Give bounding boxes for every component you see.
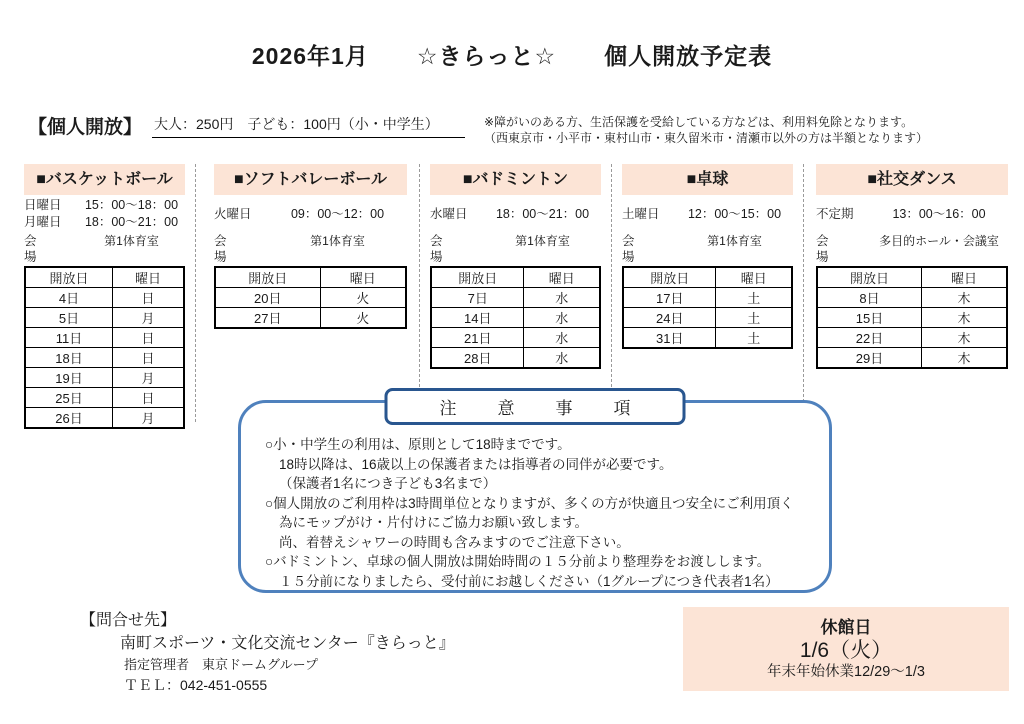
open-date-header: 開放日: [431, 267, 524, 288]
section-soft-volleyball: [196, 164, 420, 422]
venue-name: 第1体育室: [707, 234, 762, 248]
schedule-day: 水曜日: [430, 206, 468, 221]
open-date-cell: 27日: [215, 308, 320, 329]
venue-row: [24, 233, 185, 265]
venue-label: 会 場: [24, 234, 62, 264]
contact-facility-name: 南町スポーツ・文化交流センター『きらっと』: [120, 635, 455, 652]
open-date-header: 開放日: [25, 267, 112, 288]
table-row: [215, 308, 406, 329]
section-social-dance: [804, 164, 1012, 422]
venue-name: 第1体育室: [515, 234, 570, 248]
schedule-line: [430, 206, 601, 223]
section-basketball: [14, 164, 196, 426]
venue-name: 第1体育室: [310, 234, 365, 248]
table-header-row: [25, 267, 184, 288]
notes-title: 注 意 事 項: [385, 388, 686, 425]
table-row: [25, 368, 184, 388]
contact-label: 【問合せ先】: [80, 612, 177, 629]
open-days-table: [816, 266, 1008, 369]
open-date-cell: 19日: [25, 368, 112, 388]
weekday-cell: 火: [320, 288, 406, 308]
table-row: [623, 308, 792, 328]
open-date-header: 開放日: [817, 267, 922, 288]
section-title: ■社交ダンス: [816, 164, 1008, 195]
weekday-cell: 月: [112, 368, 184, 388]
venue-name: 多目的ホール・会議室: [879, 234, 999, 248]
section-schedule: [816, 195, 1008, 233]
weekday-cell: 木: [922, 288, 1008, 308]
venue-row: [622, 233, 793, 265]
schedule-time: 13：00〜16：00: [892, 206, 986, 221]
open-days-table: [24, 266, 185, 429]
table-row: [817, 288, 1007, 308]
open-days-table: [214, 266, 407, 329]
weekday-cell: 土: [716, 328, 792, 349]
exemption-note: [484, 114, 928, 146]
closed-days-title: 休館日: [820, 617, 872, 637]
section-title: ■バスケットボール: [24, 164, 185, 195]
open-date-cell: 11日: [25, 328, 112, 348]
section-schedule: [430, 195, 601, 233]
table-row: [817, 328, 1007, 348]
schedule-line: [24, 197, 185, 214]
closed-date: 1/6（火）: [799, 638, 893, 662]
table-header-row: [817, 267, 1007, 288]
venue-row: [816, 233, 1008, 265]
schedule-day: 月曜日: [24, 215, 62, 229]
schedule-day: 不定期: [816, 206, 854, 221]
weekday-header: 曜日: [524, 267, 600, 288]
open-date-cell: 24日: [623, 308, 716, 328]
schedule-line: [816, 206, 1008, 223]
open-days-table: [622, 266, 793, 349]
schedule-time: 15：00〜18：00: [84, 198, 179, 212]
weekday-cell: 水: [524, 308, 600, 328]
weekday-cell: 火: [320, 308, 406, 329]
admission-label: 【個人開放】: [28, 117, 143, 138]
contact-block: [80, 610, 455, 695]
schedule-day: 日曜日: [24, 198, 62, 212]
section-table-tennis: [612, 164, 804, 422]
venue-label: 会 場: [816, 234, 854, 264]
weekday-cell: 日: [112, 328, 184, 348]
note-line: 為にモップがけ・片付けにご協力お願い致します。: [279, 515, 589, 530]
note-line: １５分前になりましたら、受付前にお越しください（1グループにつき代表者1名）: [279, 573, 779, 589]
table-row: [25, 408, 184, 429]
page-title: 2026年1月 ☆きらっと☆ 個人開放予定表: [251, 43, 773, 69]
contact-manager: 指定管理者 東京ドームグループ: [124, 657, 318, 672]
notes-box: [238, 400, 832, 593]
weekday-cell: 日: [112, 348, 184, 368]
open-date-cell: 26日: [25, 408, 112, 429]
notes-body: [241, 403, 829, 591]
schedule-day: 土曜日: [622, 206, 660, 221]
venue-row: [430, 233, 601, 265]
table-row: [215, 288, 406, 308]
open-date-cell: 8日: [817, 288, 922, 308]
open-date-cell: 17日: [623, 288, 716, 308]
open-date-header: 開放日: [623, 267, 716, 288]
section-title: ■ソフトバレーボール: [214, 164, 407, 195]
table-row: [25, 348, 184, 368]
open-date-cell: 20日: [215, 288, 320, 308]
table-row: [623, 328, 792, 349]
table-row: [25, 328, 184, 348]
open-date-cell: 28日: [431, 348, 524, 369]
table-row: [25, 388, 184, 408]
schedule-time: 18：00〜21：00: [495, 206, 590, 221]
weekday-cell: 木: [922, 328, 1008, 348]
weekday-cell: 木: [922, 348, 1008, 369]
table-header-row: [623, 267, 792, 288]
schedule-line: [622, 206, 793, 223]
closed-days-box: [683, 607, 1009, 691]
table-row: [817, 348, 1007, 369]
section-schedule: [214, 195, 407, 233]
weekday-cell: 土: [716, 308, 792, 328]
weekday-cell: 月: [112, 408, 184, 429]
venue-name: 第1体育室: [104, 234, 159, 248]
schedule-line: [24, 214, 185, 231]
open-date-cell: 29日: [817, 348, 922, 369]
table-header-row: [215, 267, 406, 288]
schedule-line: [214, 206, 407, 223]
venue-label: 会 場: [622, 234, 660, 264]
venue-row: [214, 233, 407, 265]
section-badminton: [420, 164, 612, 422]
table-row: [623, 288, 792, 308]
sport-columns: [14, 164, 1012, 426]
weekday-header: 曜日: [112, 267, 184, 288]
table-row: [25, 288, 184, 308]
weekday-cell: 水: [524, 328, 600, 348]
open-date-header: 開放日: [215, 267, 320, 288]
note-line: （保護者1名につき子ども3名まで）: [279, 476, 497, 491]
open-date-cell: 22日: [817, 328, 922, 348]
weekday-cell: 日: [112, 288, 184, 308]
table-row: [431, 288, 600, 308]
admission-price: 大人：250円 子ども：100円（小・中学生）: [152, 114, 465, 138]
weekday-header: 曜日: [716, 267, 792, 288]
note-line: ○個人開放のご利用枠は3時間単位となりますが、多くの方が快適且つ安全にご利用頂く: [265, 495, 794, 511]
open-date-cell: 15日: [817, 308, 922, 328]
open-days-table: [430, 266, 601, 369]
weekday-cell: 土: [716, 288, 792, 308]
open-date-cell: 7日: [431, 288, 524, 308]
schedule-time: 12：00〜15：00: [687, 206, 782, 221]
note-line: ○小・中学生の利用は、原則として18時までです。: [265, 437, 571, 452]
section-title: ■バドミントン: [430, 164, 601, 195]
weekday-header: 曜日: [922, 267, 1008, 288]
table-header-row: [431, 267, 600, 288]
open-date-cell: 4日: [25, 288, 112, 308]
open-date-cell: 25日: [25, 388, 112, 408]
exemption-note-line2: （西東京市・小平市・東村山市・東久留米市・清瀬市以外の方は半額となります）: [484, 131, 929, 145]
schedule-time: 18：00〜21：00: [84, 215, 179, 229]
exemption-note-line1: ※障がいのある方、生活保護を受給している方などは、利用料免除となります。: [484, 115, 914, 129]
table-row: [431, 348, 600, 369]
section-schedule: [622, 195, 793, 233]
note-line: 18時以降は、16歳以上の保護者または指導者の同伴が必要です。: [279, 456, 673, 472]
schedule-day: 火曜日: [214, 206, 252, 221]
note-line: ○バドミントン、卓球の個人開放は開始時間の１５分前より整理券をお渡しします。: [265, 554, 771, 569]
open-date-cell: 18日: [25, 348, 112, 368]
weekday-header: 曜日: [320, 267, 406, 288]
schedule-time: 09：00〜12：00: [290, 206, 385, 221]
contact-phone: ＴＥＬ：042-451-0555: [124, 677, 268, 693]
table-row: [431, 308, 600, 328]
weekday-cell: 月: [112, 308, 184, 328]
venue-label: 会 場: [430, 234, 468, 264]
open-date-cell: 5日: [25, 308, 112, 328]
weekday-cell: 木: [922, 308, 1008, 328]
weekday-cell: 日: [112, 388, 184, 408]
open-date-cell: 14日: [431, 308, 524, 328]
closed-period-note: 年末年始休業12/29〜1/3: [767, 663, 925, 680]
note-line: 尚、着替えシャワーの時間も含みますのでご注意下さい。: [279, 534, 630, 550]
weekday-cell: 水: [524, 288, 600, 308]
venue-label: 会 場: [214, 234, 252, 264]
section-title: ■卓球: [622, 164, 793, 195]
weekday-cell: 水: [524, 348, 600, 369]
section-schedule: [24, 195, 185, 233]
table-row: [431, 328, 600, 348]
open-date-cell: 31日: [623, 328, 716, 349]
admission-info: [28, 112, 465, 139]
table-row: [817, 308, 1007, 328]
open-date-cell: 21日: [431, 328, 524, 348]
table-row: [25, 308, 184, 328]
